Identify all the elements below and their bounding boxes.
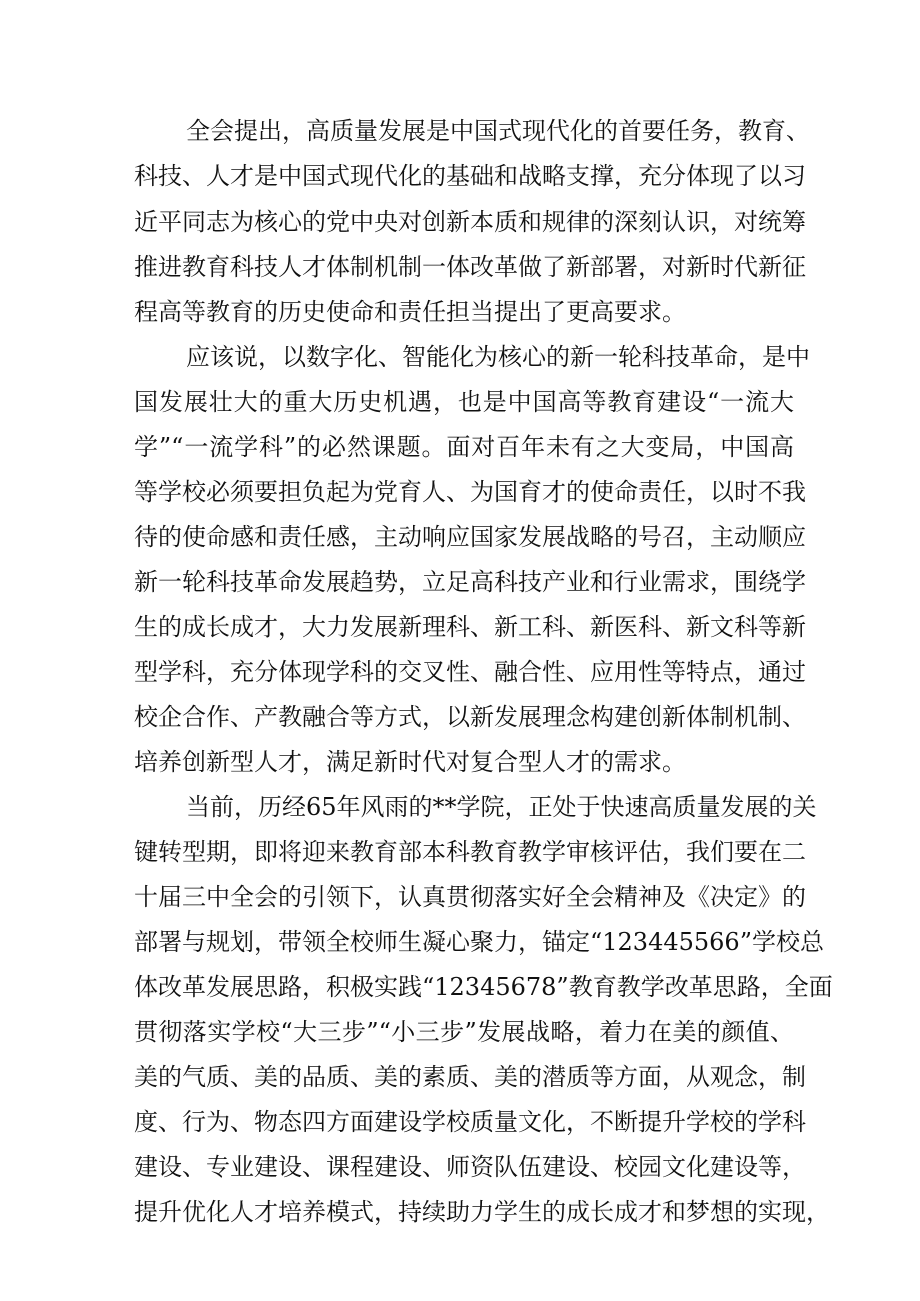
- paragraph-2-line-10: 培养创新型人才，满足新时代对复合型人才的需求。: [134, 748, 686, 776]
- paragraph-2-line-2: 国发展壮大的重大历史机遇，也是中国高等教育建设“一流大: [134, 388, 794, 416]
- paragraph-3-line-7: 美的气质、美的品质、美的素质、美的潜质等方面，从观念，制: [134, 1063, 806, 1091]
- paragraph-2-line-1: 应该说，以数字化、智能化为核心的新一轮科技革命，是中: [186, 343, 810, 371]
- paragraph-3-line-4: 部署与规划，带领全校师生凝心聚力，锚定“123445566”学校总: [134, 928, 824, 956]
- paragraph-2-line-9: 校企合作、产教融合等方式，以新发展理念构建创新体制机制、: [134, 703, 806, 731]
- paragraph-2-line-7: 生的成长成才，大力发展新理科、新工科、新医科、新文科等新: [134, 613, 806, 641]
- paragraph-1-line-2: 科技、人才是中国式现代化的基础和战略支撑，充分体现了以习: [134, 162, 806, 190]
- paragraph-2-line-4: 等学校必须要担负起为党育人、为国育才的使命责任，以时不我: [134, 478, 806, 506]
- paragraph-2-line-8: 型学科，充分体现学科的交叉性、融合性、应用性等特点，通过: [134, 658, 806, 686]
- paragraph-3-line-3: 十届三中全会的引领下，认真贯彻落实好全会精神及《决定》的: [134, 883, 806, 911]
- paragraph-3-line-10: 提升优化人才培养模式，持续助力学生的成长成才和梦想的实现，: [134, 1198, 830, 1226]
- paragraph-3-line-1: 当前，历经65年风雨的**学院，正处于快速高质量发展的关: [186, 793, 817, 821]
- paragraph-2-line-3: 学”“一流学科”的必然课题。面对百年未有之大变局，中国高: [134, 433, 794, 461]
- paragraph-3-line-6: 贯彻落实学校“大三步”“小三步”发展战略，着力在美的颜值、: [134, 1018, 794, 1046]
- paragraph-3-line-9: 建设、专业建设、课程建设、师资队伍建设、校园文化建设等，: [134, 1153, 806, 1181]
- paragraph-2-line-6: 新一轮科技革命发展趋势，立足高科技产业和行业需求，围绕学: [134, 568, 806, 596]
- paragraph-3-line-8: 度、行为、物态四方面建设学校质量文化，不断提升学校的学科: [134, 1108, 806, 1136]
- paragraph-1-line-3: 近平同志为核心的党中央对创新本质和规律的深刻认识，对统筹: [134, 208, 806, 236]
- paragraph-1-line-4: 推进教育科技人才体制机制一体改革做了新部署，对新时代新征: [134, 253, 806, 281]
- paragraph-2-line-5: 待的使命感和责任感，主动响应国家发展战略的号召，主动顺应: [134, 523, 806, 551]
- paragraph-1-line-1: 全会提出，高质量发展是中国式现代化的首要任务，教育、: [186, 117, 810, 145]
- paragraph-3-line-2: 键转型期，即将迎来教育部本科教育教学审核评估，我们要在二: [134, 838, 806, 866]
- paragraph-1-line-5: 程高等教育的历史使命和责任担当提出了更高要求。: [134, 298, 686, 326]
- paragraph-3-line-5: 体改革发展思路，积极实践“12345678”教育教学改革思路，全面: [134, 973, 833, 1001]
